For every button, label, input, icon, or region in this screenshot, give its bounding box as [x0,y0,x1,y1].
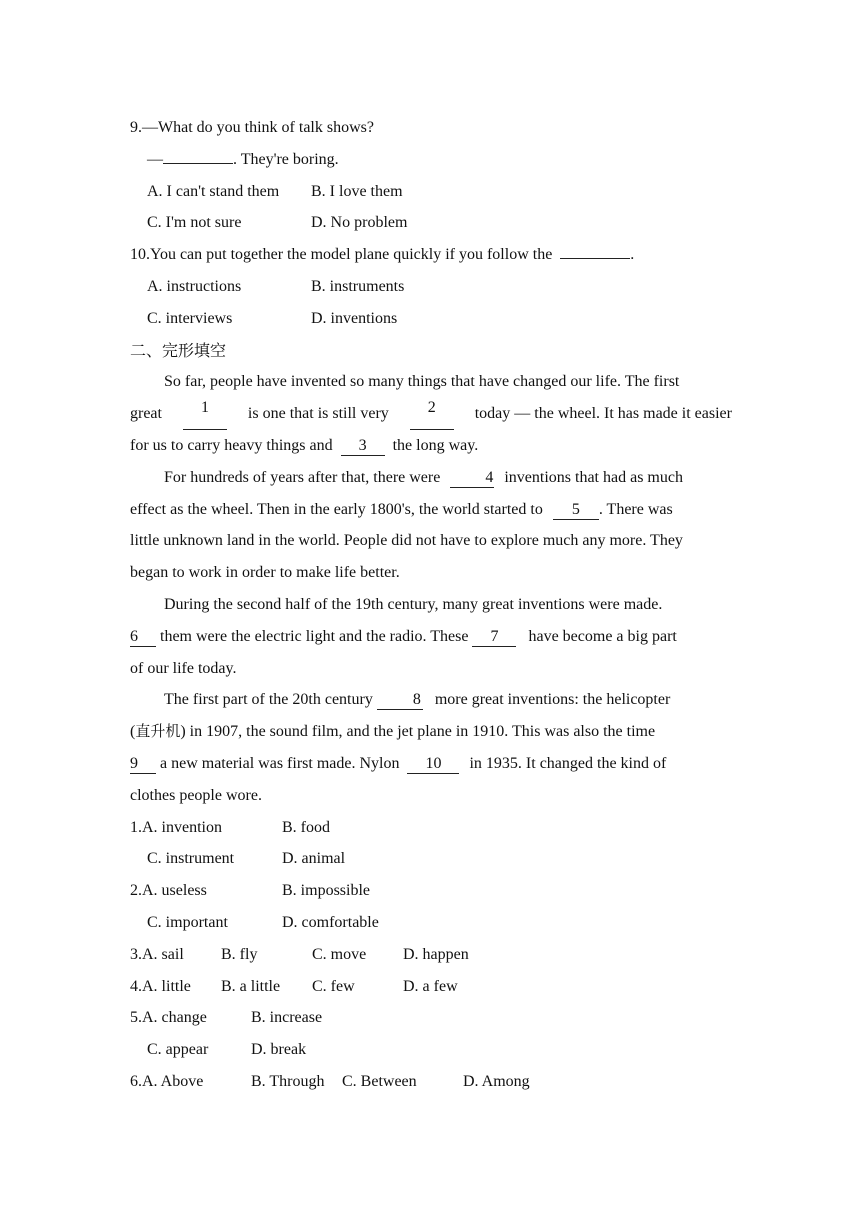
p4-line-2 [130,716,732,748]
q9-option-c: C. I'm not sure [147,214,242,232]
p3-text-4: of our life today. [130,659,237,677]
p2-line-2 [130,494,732,526]
choice-6-b: B. Through [251,1072,325,1090]
p4-text-5: in 1935. It changed the kind of [465,754,667,772]
p3-text-2: them were the electric light and the radio. These [156,627,473,645]
p4-text-3: ) in 1907, the sound film, and the jet plane in 1910. This was also the time [180,723,656,741]
choice-5-c: C. appear [147,1041,209,1059]
p3-line-2 [130,621,732,653]
choice-5-row-1 [130,1002,732,1034]
choice-4-d: D. a few [403,977,458,995]
p2-text-3: effect as the wheel. Then in the early 1800's, the world started to [130,500,547,518]
choice-5-row-2 [130,1034,732,1066]
p1-line-1 [130,366,732,398]
blank-8: 8 [377,690,423,710]
section-heading-cloze: 二、完形填空 [130,340,227,360]
choice-3-a: 3.A. sail [130,945,184,963]
q10-question: 10.You can put together the model plane quickly if you follow the [130,246,557,264]
q9-option-b: B. I love them [311,182,403,200]
p1-line-3 [130,430,732,462]
q10-option-d: D. inventions [311,309,398,327]
q9-options-row-2 [130,207,732,239]
p1-text-5: for us to carry heavy things and [130,436,337,454]
blank-7: 7 [472,627,516,647]
blank-3: 3 [341,436,385,456]
passage-paragraph-1 [130,366,732,461]
p4-chinese-gloss: 直升机 [135,722,181,741]
q10-option-c: C. interviews [147,309,233,327]
q10-question-end: . [630,246,635,264]
p1-text-3: is one that is still very [247,405,389,423]
q9-question: 9.—What do you think of talk shows? [130,119,374,136]
choice-2-d: D. comfortable [282,913,379,931]
p3-line-3 [130,653,732,685]
p4-text-4: a new material was first made. Nylon [156,754,404,772]
p4-line-1 [130,684,732,716]
choice-2-b: B. impossible [282,882,371,900]
passage-paragraph-2 [130,462,732,589]
choice-5-b: B. increase [251,1009,323,1027]
choice-1-row-1 [130,812,732,844]
p4-line-3 [130,748,732,780]
blank-2: 2 [410,398,454,430]
q10-question-line [130,239,732,271]
p4-paren-open: ( [130,723,136,741]
q10-options-row-1 [130,271,732,303]
q9-blank [163,144,233,164]
choice-2-row-2 [130,907,732,939]
passage-paragraph-3 [130,589,732,684]
p1-text-4: today — the wheel. It has made it easier [474,405,732,423]
choice-4-c: C. few [312,977,355,995]
q10-options-row-2 [130,303,732,335]
q9-answer-line [130,144,732,176]
p2-text-6: began to work in order to make life better. [130,564,400,582]
choice-2-c: C. important [147,913,228,931]
worksheet-content [130,112,732,1098]
p2-text-4: . There was [598,500,673,518]
choice-6-row [130,1066,732,1098]
choice-5-a: 5.A. change [130,1009,207,1027]
choice-6-c: C. Between [342,1072,417,1090]
choice-1-c: C. instrument [147,850,235,868]
p2-text-5: little unknown land in the world. People did not have to explore much any more. They [130,532,683,550]
p1-line-2 [130,398,732,430]
choice-1-row-2 [130,843,732,875]
choice-1-d: D. animal [282,850,346,868]
p1-text-1: So far, people have invented so many things that have changed our life. The first [164,373,680,391]
q9-options-row-1 [130,176,732,208]
p1-text-2: great [130,405,162,423]
choice-4-a: 4.A. little [130,977,191,995]
passage-paragraph-4 [130,684,732,811]
p4-line-4 [130,780,732,812]
choice-2-a: 2.A. useless [130,882,207,900]
q10-option-a: A. instructions [147,277,242,295]
blank-4: 4 [450,468,494,488]
choice-4-row [130,971,732,1003]
choice-6-a: 6.A. Above [130,1072,204,1090]
choice-3-b: B. fly [221,945,258,963]
q9-option-d: D. No problem [311,214,408,232]
choice-3-c: C. move [312,945,367,963]
blank-10: 10 [407,754,459,774]
q9-answer-prefix: — [147,150,163,168]
blank-1: 1 [183,398,227,430]
blank-5: 5 [553,500,599,520]
blank-6: 6 [130,627,156,647]
p3-line-1 [130,589,732,621]
blank-9: 9 [130,754,156,774]
p1-text-6: the long way. [388,436,479,454]
choice-1-a: 1.A. invention [130,818,222,836]
p2-text-2: inventions that had as much [500,468,683,486]
choice-3-d: D. happen [403,945,469,963]
choice-2-row-1 [130,875,732,907]
choice-3-row [130,939,732,971]
q9-answer-suffix: . They're boring. [233,150,339,168]
q10-option-b: B. instruments [311,277,405,295]
p2-line-4 [130,557,732,589]
p3-text-3: have become a big part [524,627,677,645]
choice-5-d: D. break [251,1041,307,1059]
p4-text-2: more great inventions: the helicopter [430,691,671,709]
p4-text-1: The first part of the 20th century [164,691,377,709]
p2-line-1 [130,462,732,494]
choice-1-b: B. food [282,818,330,836]
choice-6-d: D. Among [463,1072,530,1090]
q9-option-a: A. I can't stand them [147,182,280,200]
p2-text-1: For hundreds of years after that, there were [164,468,445,486]
p4-text-6: clothes people wore. [130,786,262,804]
choice-4-b: B. a little [221,977,281,995]
p3-text-1: During the second half of the 19th century, many great inventions were made. [164,595,663,613]
p2-line-3 [130,525,732,557]
q10-blank [560,239,630,259]
